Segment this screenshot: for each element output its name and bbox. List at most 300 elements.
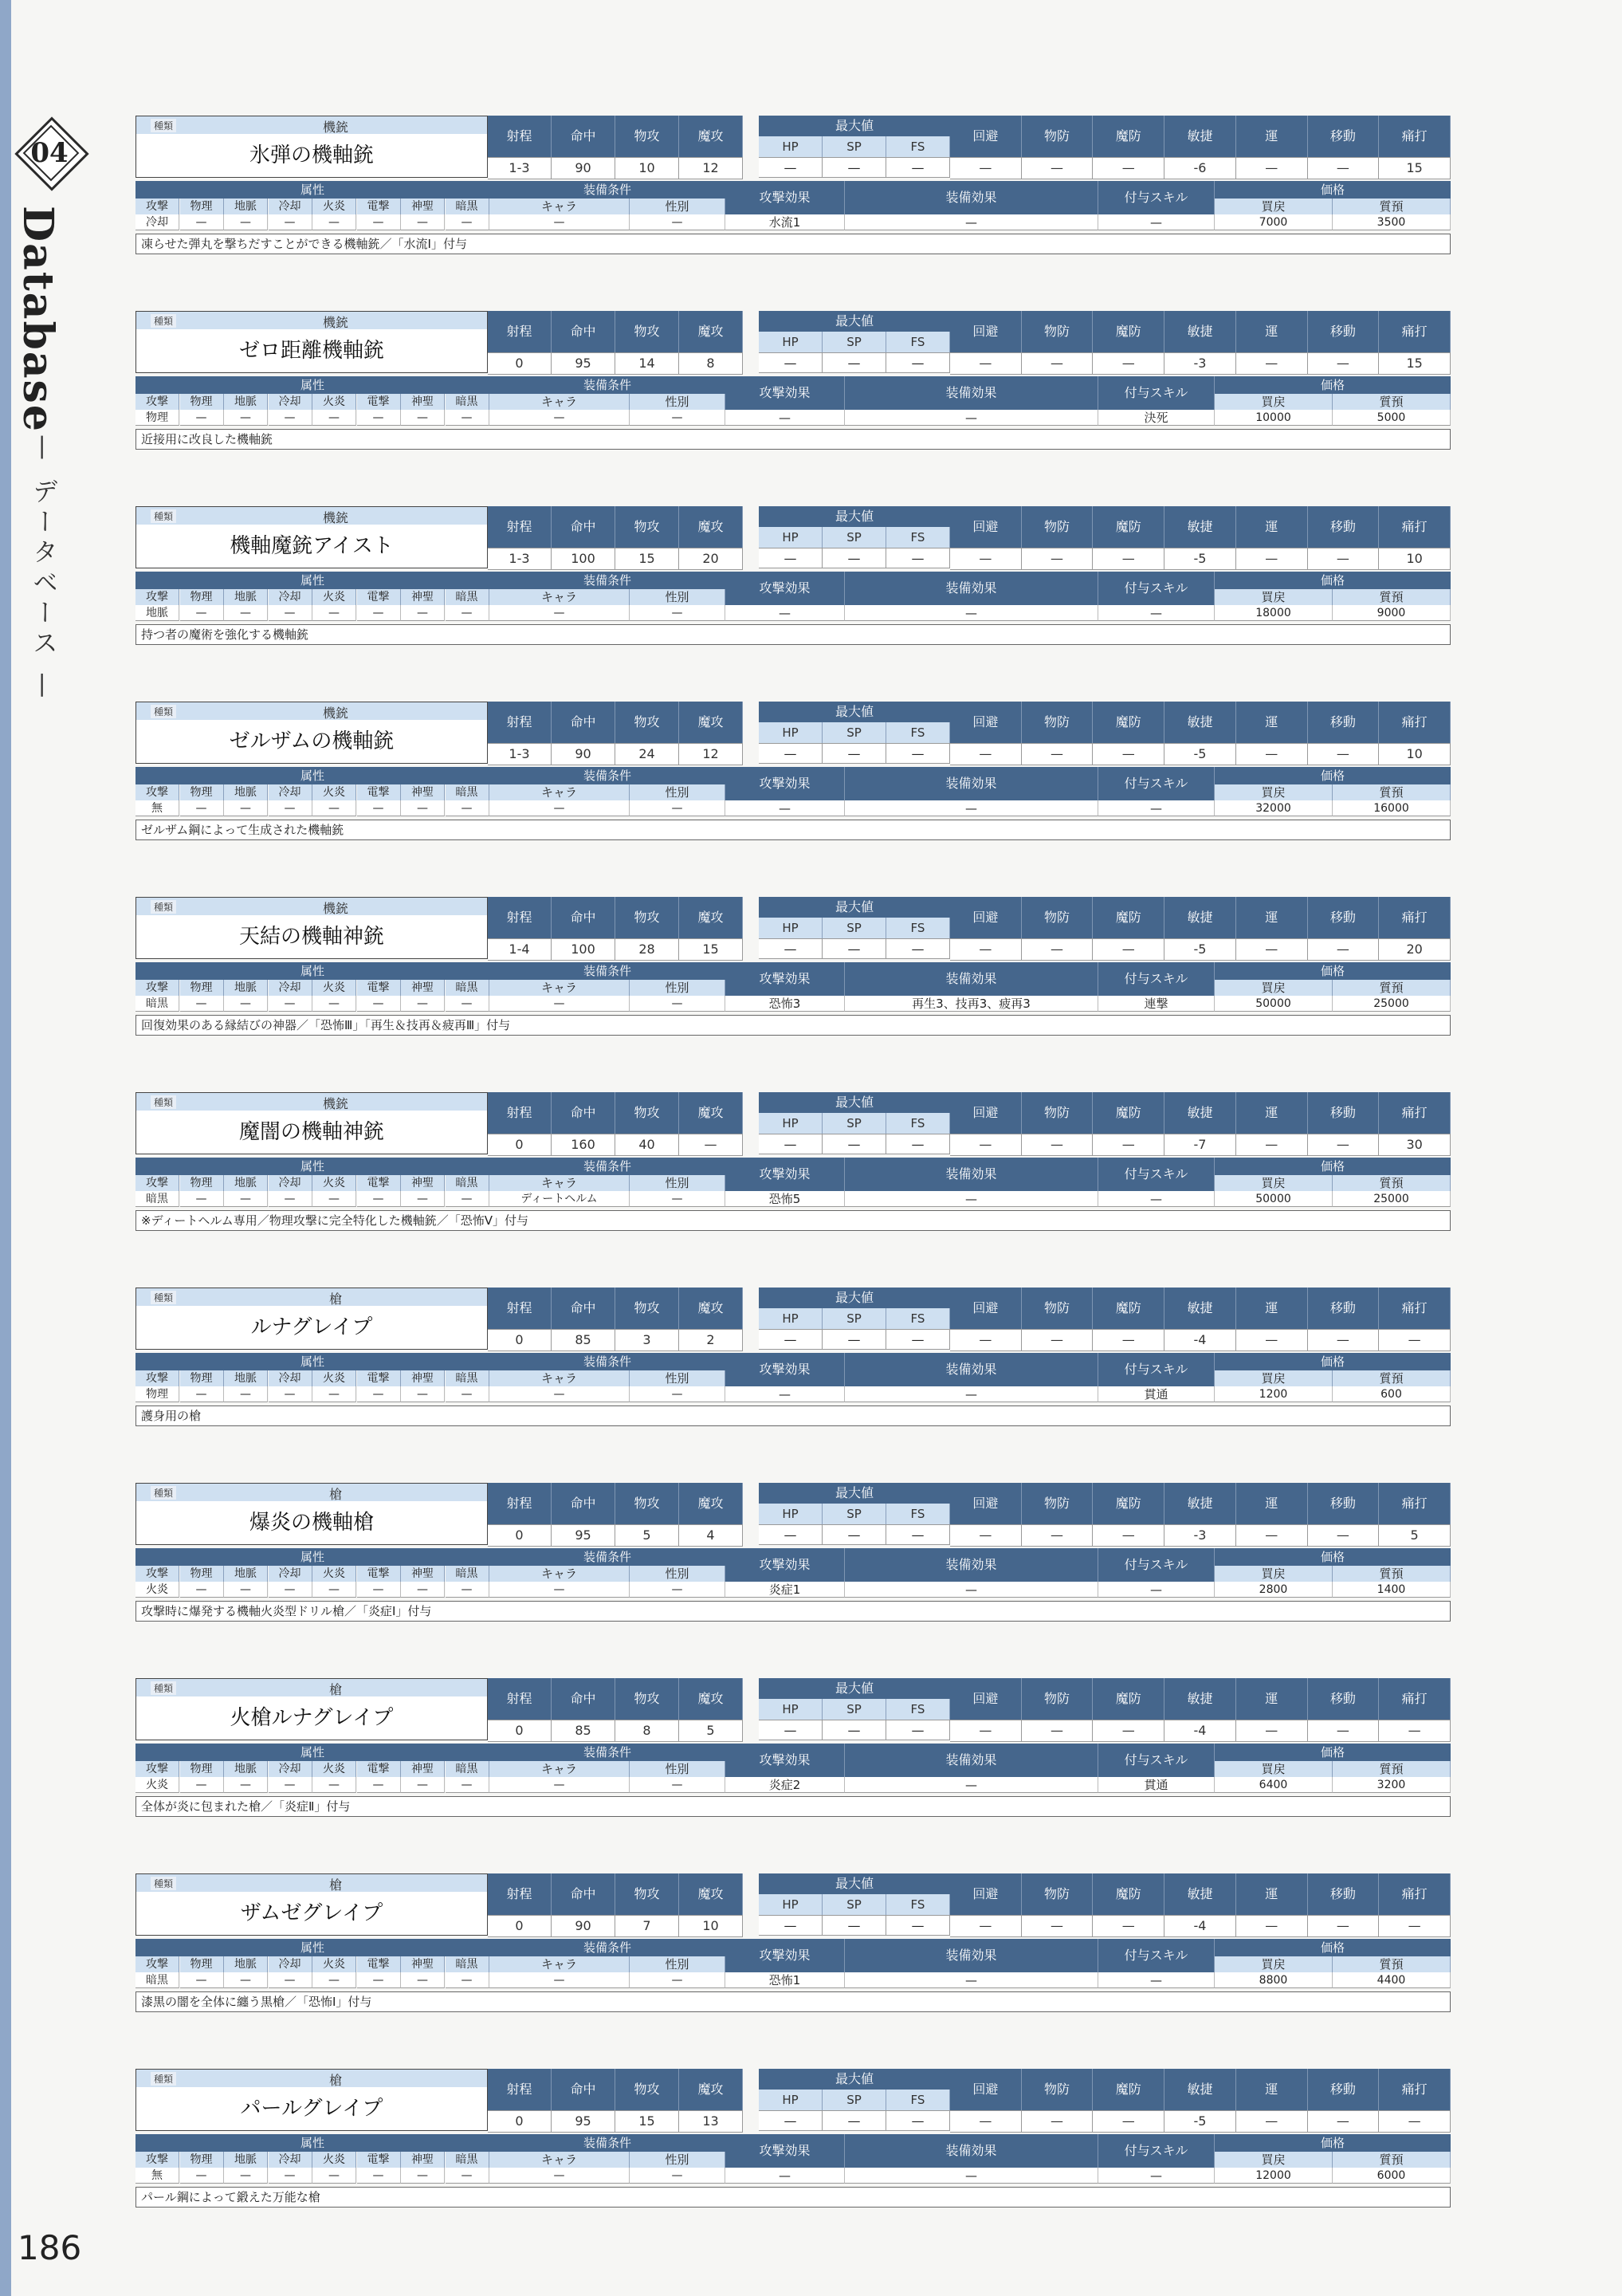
equip-effect-header: 装備効果 [845, 1353, 1098, 1386]
max-hp-value: — [759, 938, 823, 959]
attribute-label: 神聖 [401, 2152, 445, 2168]
attack-effect-header: 攻撃効果 [725, 767, 845, 800]
max-sp-value: — [823, 1915, 886, 1936]
equip-condition-header: 装備条件 [489, 767, 725, 784]
stat-patk [615, 1678, 679, 1740]
stat-header: 運 [1236, 1678, 1308, 1720]
stat-value: — [1236, 1524, 1308, 1547]
stat-value: 1-3 [488, 548, 552, 570]
skill-value: — [1098, 2168, 1215, 2184]
skill-value: — [1098, 605, 1215, 621]
stat-agi [1164, 1873, 1236, 1936]
stat-header: 回避 [950, 1288, 1022, 1329]
skill-header: 付与スキル [1098, 1158, 1215, 1191]
stat-value: — [1308, 157, 1380, 179]
stat-table [488, 2069, 1451, 2131]
stat-table [488, 1678, 1451, 1740]
equip-condition-header: 装備条件 [489, 962, 725, 980]
stat-value: — [1093, 548, 1164, 570]
stat-header: 物攻 [615, 2069, 679, 2110]
stat-range [488, 506, 552, 568]
item-detail-row [135, 1158, 1451, 1207]
stat-header: 痛打 [1379, 1873, 1451, 1915]
stat-value: — [1093, 2110, 1164, 2133]
stat-header: 命中 [552, 1092, 615, 1134]
stat-hit [552, 1873, 615, 1936]
stat-value: — [1236, 1915, 1308, 1937]
equip-effect-header: 装備効果 [845, 962, 1098, 996]
stat-header: 射程 [488, 1678, 552, 1720]
attribute-label: 電撃 [357, 1370, 401, 1386]
max-sub-header: HP [759, 1894, 823, 1915]
item-name: ゼロ距離機軸銃 [238, 339, 384, 363]
item-kind: 機銃 [322, 120, 348, 135]
equip-condition-header: 装備条件 [489, 181, 725, 199]
attribute-value: — [180, 1777, 224, 1793]
attribute-label: 物理 [180, 1370, 224, 1386]
item-name-box [135, 311, 488, 373]
item-description: ※ディートヘルム専用／物理攻撃に完全特化した機軸銃／「恐怖Ⅴ」付与 [135, 1210, 1451, 1231]
side-subtitle: — データベース — [29, 434, 59, 703]
stat-value: 160 [552, 1134, 615, 1156]
stat-header: 魔防 [1093, 116, 1164, 157]
price-buy-value: 32000 [1215, 800, 1333, 816]
attribute-label: 冷却 [269, 1956, 312, 1972]
stat-max-values [759, 1678, 950, 1740]
skill-value: 決死 [1098, 410, 1215, 426]
stat-value: — [1236, 352, 1308, 375]
stat-header: 物攻 [615, 1873, 679, 1915]
skill-header: 付与スキル [1098, 1548, 1215, 1582]
equip-effect-header: 装備効果 [845, 1939, 1098, 1972]
stat-max-values [759, 1483, 950, 1545]
stat-hit [552, 897, 615, 959]
attribute-label: 火炎 [312, 784, 356, 800]
stat-hit [552, 311, 615, 373]
attribute-labels [135, 199, 489, 214]
attribute-label: 地脈 [224, 394, 268, 410]
stat-value: — [1308, 1720, 1380, 1742]
stat-header: 魔攻 [679, 506, 743, 548]
stat-range [488, 1678, 552, 1740]
stat-hit [552, 1288, 615, 1350]
max-fs-value: — [886, 1524, 950, 1545]
stat-header: 魔防 [1093, 702, 1164, 743]
attribute-header: 属性 [135, 1158, 489, 1175]
attribute-label: 神聖 [401, 784, 445, 800]
stat-value: — [1379, 1329, 1451, 1351]
attack-effect-header: 攻撃効果 [725, 1939, 845, 1972]
price-buy-value: 1200 [1215, 1386, 1333, 1402]
stat-header: 移動 [1308, 897, 1380, 938]
attribute-value: — [357, 1191, 401, 1207]
attribute-value: — [357, 800, 401, 816]
stat-header: 回避 [950, 897, 1022, 938]
attribute-label: 暗黒 [446, 1370, 489, 1386]
stat-pdef [1022, 1678, 1094, 1740]
item-detail-row [135, 767, 1451, 816]
price-pawn-header: 質預 [1333, 589, 1451, 605]
stat-value: 15 [615, 2110, 679, 2133]
stat-header: 回避 [950, 1483, 1022, 1524]
stat-header: 痛打 [1379, 702, 1451, 743]
stat-move [1308, 897, 1380, 959]
page-number: 186 [18, 2228, 82, 2267]
stat-patk [615, 1873, 679, 1936]
attack-effect-value: — [725, 2168, 845, 2184]
attribute-value: — [401, 1777, 445, 1793]
attribute-value: — [269, 2168, 312, 2184]
stat-value: — [1022, 157, 1094, 179]
equip-sex-header: 性別 [630, 199, 725, 214]
skill-header: 付与スキル [1098, 1353, 1215, 1386]
item-detail-row [135, 1353, 1451, 1402]
stat-header: 命中 [552, 897, 615, 938]
stat-luck [1236, 1873, 1308, 1936]
attribute-label: 火炎 [312, 1956, 356, 1972]
stat-header: 回避 [950, 2069, 1022, 2110]
stat-move [1308, 702, 1380, 764]
stat-header: 回避 [950, 1873, 1022, 1915]
stat-mdef [1093, 897, 1164, 959]
attribute-header: 属性 [135, 572, 489, 589]
equip-sex-value: — [630, 410, 725, 426]
attribute-label: 冷却 [269, 1370, 312, 1386]
stat-header: 物攻 [615, 311, 679, 352]
equip-chara-header: キャラ [489, 1370, 630, 1386]
attribute-label: 電撃 [357, 199, 401, 214]
attribute-value: 暗黒 [135, 996, 179, 1012]
max-sub-header: HP [759, 527, 823, 548]
price-pawn-value: 1400 [1333, 1582, 1451, 1598]
attribute-label: 電撃 [357, 394, 401, 410]
stat-header: 敏捷 [1164, 2069, 1236, 2110]
attribute-value: — [312, 410, 356, 426]
stat-max-values [759, 506, 950, 568]
price-header: 価格 [1215, 1353, 1451, 1370]
stat-header: 移動 [1308, 1092, 1380, 1134]
stat-value: — [1308, 1134, 1380, 1156]
attribute-value: — [180, 800, 224, 816]
attribute-label: 物理 [180, 589, 224, 605]
item-name-box [135, 702, 488, 764]
stat-max-values [759, 2069, 950, 2131]
max-fs-value: — [886, 743, 950, 764]
skill-value: 貫通 [1098, 1777, 1215, 1793]
attribute-labels [135, 1566, 489, 1582]
item-stats-row [135, 1678, 1451, 1740]
max-hp-value: — [759, 1720, 823, 1740]
stat-agi [1164, 1483, 1236, 1545]
max-sub-header: SP [823, 136, 886, 157]
stat-value: — [1308, 1329, 1380, 1351]
max-sub-header: FS [886, 332, 950, 352]
attribute-label: 火炎 [312, 1566, 356, 1582]
price-buy-header: 買戻 [1215, 980, 1333, 996]
max-hp-value: — [759, 1915, 823, 1936]
stat-range [488, 702, 552, 764]
stat-value: 90 [552, 743, 615, 765]
item-name-box [135, 897, 488, 959]
stat-value: — [950, 352, 1022, 375]
attribute-label: 電撃 [357, 1175, 401, 1191]
stat-agi [1164, 897, 1236, 959]
stat-crit [1379, 506, 1451, 568]
stat-value: -5 [1164, 2110, 1236, 2133]
stat-header: 回避 [950, 506, 1022, 548]
stat-eva [950, 702, 1022, 764]
stat-value: 40 [615, 1134, 679, 1156]
item-kind: 機銃 [322, 510, 348, 525]
item-kind: 槍 [328, 1877, 342, 1893]
attribute-value: 火炎 [135, 1777, 179, 1793]
equip-effect-header: 装備効果 [845, 2134, 1098, 2168]
stat-value: — [1093, 1329, 1164, 1351]
price-pawn-header: 質預 [1333, 1175, 1451, 1191]
stat-range [488, 897, 552, 959]
stat-value: -4 [1164, 1915, 1236, 1937]
attribute-value: — [224, 1777, 268, 1793]
stat-value: -3 [1164, 1524, 1236, 1547]
attribute-label: 攻撃 [135, 2152, 179, 2168]
stat-value: 0 [488, 1134, 552, 1156]
stat-patk [615, 1288, 679, 1350]
attribute-value: — [224, 1582, 268, 1598]
stat-value: -5 [1164, 938, 1236, 961]
attribute-value: — [269, 800, 312, 816]
max-sp-value: — [823, 352, 886, 373]
stat-value: 1-3 [488, 743, 552, 765]
stat-value: 95 [552, 2110, 615, 2133]
stat-header: 移動 [1308, 1873, 1380, 1915]
stat-header: 命中 [552, 311, 615, 352]
max-header: 最大値 [759, 702, 950, 722]
stat-luck [1236, 2069, 1308, 2131]
max-sub-header: SP [823, 527, 886, 548]
stat-header: 敏捷 [1164, 1092, 1236, 1134]
skill-header: 付与スキル [1098, 376, 1215, 410]
stat-header: 射程 [488, 1483, 552, 1524]
attribute-value: — [269, 1191, 312, 1207]
stat-value: — [950, 1329, 1022, 1351]
attribute-value: 無 [135, 2168, 179, 2184]
attribute-label: 暗黒 [446, 980, 489, 996]
stat-header: 射程 [488, 1288, 552, 1329]
price-buy-header: 買戻 [1215, 784, 1333, 800]
attribute-value: — [446, 800, 489, 816]
attribute-label: 暗黒 [446, 1956, 489, 1972]
max-sub-header: SP [823, 1308, 886, 1329]
stat-header: 魔防 [1093, 1092, 1164, 1134]
equip-sex-value: — [630, 1777, 725, 1793]
stat-header: 運 [1236, 1873, 1308, 1915]
stat-hit [552, 1678, 615, 1740]
stat-header: 敏捷 [1164, 1483, 1236, 1524]
attribute-value: — [312, 605, 356, 621]
skill-header: 付与スキル [1098, 181, 1215, 214]
attribute-values [135, 214, 489, 230]
price-buy-value: 50000 [1215, 1191, 1333, 1207]
attribute-label: 攻撃 [135, 1956, 179, 1972]
stat-value: 10 [1379, 548, 1451, 570]
max-hp-value: — [759, 548, 823, 568]
attribute-values [135, 410, 489, 426]
item-stats-row [135, 897, 1451, 959]
max-fs-value: — [886, 2110, 950, 2131]
attribute-label: 地脈 [224, 980, 268, 996]
stat-value: — [1236, 1720, 1308, 1742]
stat-eva [950, 2069, 1022, 2131]
price-pawn-header: 質預 [1333, 1956, 1451, 1972]
stat-value: 0 [488, 352, 552, 375]
item-name-box [135, 506, 488, 568]
attribute-value: — [269, 605, 312, 621]
stat-value: 14 [615, 352, 679, 375]
item-stats-row [135, 506, 1451, 568]
equip-effect-header: 装備効果 [845, 181, 1098, 214]
equip-chara-value: — [489, 1972, 630, 1988]
attribute-label: 神聖 [401, 1370, 445, 1386]
stat-header: 物防 [1022, 506, 1094, 548]
attribute-value: — [180, 996, 224, 1012]
attribute-label: 攻撃 [135, 784, 179, 800]
attribute-value: — [357, 1972, 401, 1988]
stat-value: — [1236, 1329, 1308, 1351]
attribute-value: 無 [135, 800, 179, 816]
attack-effect-header: 攻撃効果 [725, 1353, 845, 1386]
attribute-values [135, 1582, 489, 1598]
item-name: パールグレイプ [240, 2097, 383, 2121]
item-stats-row [135, 116, 1451, 178]
item-detail-row [135, 1744, 1451, 1793]
attribute-value: — [446, 2168, 489, 2184]
stat-value: 3 [615, 1329, 679, 1351]
stat-value: — [950, 1134, 1022, 1156]
attack-effect-value: 炎症2 [725, 1777, 845, 1793]
kind-label: 種類 [151, 1291, 176, 1304]
attribute-label: 暗黒 [446, 1566, 489, 1582]
stat-value: — [950, 548, 1022, 570]
stat-table [488, 1873, 1451, 1936]
equip-sex-header: 性別 [630, 1370, 725, 1386]
equip-sex-value: — [630, 800, 725, 816]
equip-chara-value: — [489, 410, 630, 426]
stat-table [488, 1288, 1451, 1350]
stat-value: 12 [679, 743, 743, 765]
price-pawn-value: 4400 [1333, 1972, 1451, 1988]
equip-effect-header: 装備効果 [845, 1744, 1098, 1777]
stat-move [1308, 1678, 1380, 1740]
price-header: 価格 [1215, 1744, 1451, 1761]
item-stats-row [135, 1288, 1451, 1350]
attack-effect-value: 恐怖1 [725, 1972, 845, 1988]
stat-header: 運 [1236, 1092, 1308, 1134]
stat-header: 運 [1236, 1483, 1308, 1524]
price-buy-header: 買戻 [1215, 199, 1333, 214]
equip-effect-value: — [845, 605, 1098, 621]
max-hp-value: — [759, 352, 823, 373]
skill-value: 貫通 [1098, 1386, 1215, 1402]
max-sub-header: HP [759, 2090, 823, 2110]
attribute-value: — [357, 1386, 401, 1402]
max-hp-value: — [759, 743, 823, 764]
stat-header: 物攻 [615, 116, 679, 157]
equip-sex-value: — [630, 1582, 725, 1598]
stat-header: 魔攻 [679, 702, 743, 743]
stat-header: 物防 [1022, 116, 1094, 157]
item-detail-row [135, 1548, 1451, 1598]
attribute-value: 物理 [135, 410, 179, 426]
attribute-labels [135, 784, 489, 800]
item-detail-row [135, 181, 1451, 230]
price-buy-header: 買戻 [1215, 589, 1333, 605]
price-buy-value: 7000 [1215, 214, 1333, 230]
attribute-values [135, 1972, 489, 1988]
max-sub-header: HP [759, 918, 823, 938]
attribute-value: — [357, 996, 401, 1012]
stat-header: 物攻 [615, 897, 679, 938]
stat-agi [1164, 2069, 1236, 2131]
stat-value: 15 [1379, 352, 1451, 375]
stat-header: 物攻 [615, 506, 679, 548]
stat-value: — [1236, 2110, 1308, 2133]
stat-eva [950, 1873, 1022, 1936]
stat-value: 20 [679, 548, 743, 570]
equip-effect-value: — [845, 800, 1098, 816]
stat-header: 痛打 [1379, 1483, 1451, 1524]
stat-header: 命中 [552, 1483, 615, 1524]
equip-effect-value: — [845, 1191, 1098, 1207]
equip-condition-header: 装備条件 [489, 1548, 725, 1566]
stat-header: 運 [1236, 2069, 1308, 2110]
stat-header: 敏捷 [1164, 1288, 1236, 1329]
stat-mdef [1093, 311, 1164, 373]
max-sp-value: — [823, 1524, 886, 1545]
stat-header: 回避 [950, 702, 1022, 743]
max-fs-value: — [886, 1329, 950, 1350]
max-sp-value: — [823, 743, 886, 764]
stat-patk [615, 1092, 679, 1154]
price-buy-header: 買戻 [1215, 2152, 1333, 2168]
max-fs-value: — [886, 938, 950, 959]
stat-pdef [1022, 702, 1094, 764]
skill-header: 付与スキル [1098, 767, 1215, 800]
stat-header: 魔防 [1093, 506, 1164, 548]
stat-luck [1236, 702, 1308, 764]
item-name: 火槍ルナグレイプ [230, 1706, 394, 1730]
equip-sex-value: — [630, 996, 725, 1012]
price-pawn-value: 3200 [1333, 1777, 1451, 1793]
stat-header: 物防 [1022, 702, 1094, 743]
attribute-labels [135, 589, 489, 605]
attribute-value: — [269, 1582, 312, 1598]
price-header: 価格 [1215, 376, 1451, 394]
equip-sex-header: 性別 [630, 394, 725, 410]
stat-header: 痛打 [1379, 1678, 1451, 1720]
stat-header: 魔防 [1093, 1288, 1164, 1329]
item-kind: 槍 [328, 1487, 342, 1502]
kind-label: 種類 [151, 900, 176, 914]
max-sub-header: HP [759, 1308, 823, 1329]
item-stats-row [135, 311, 1451, 373]
attribute-header: 属性 [135, 181, 489, 199]
stat-eva [950, 897, 1022, 959]
price-header: 価格 [1215, 2134, 1451, 2152]
price-buy-value: 12000 [1215, 2168, 1333, 2184]
stat-pdef [1022, 2069, 1094, 2131]
price-pawn-value: 6000 [1333, 2168, 1451, 2184]
max-fs-value: — [886, 1915, 950, 1936]
